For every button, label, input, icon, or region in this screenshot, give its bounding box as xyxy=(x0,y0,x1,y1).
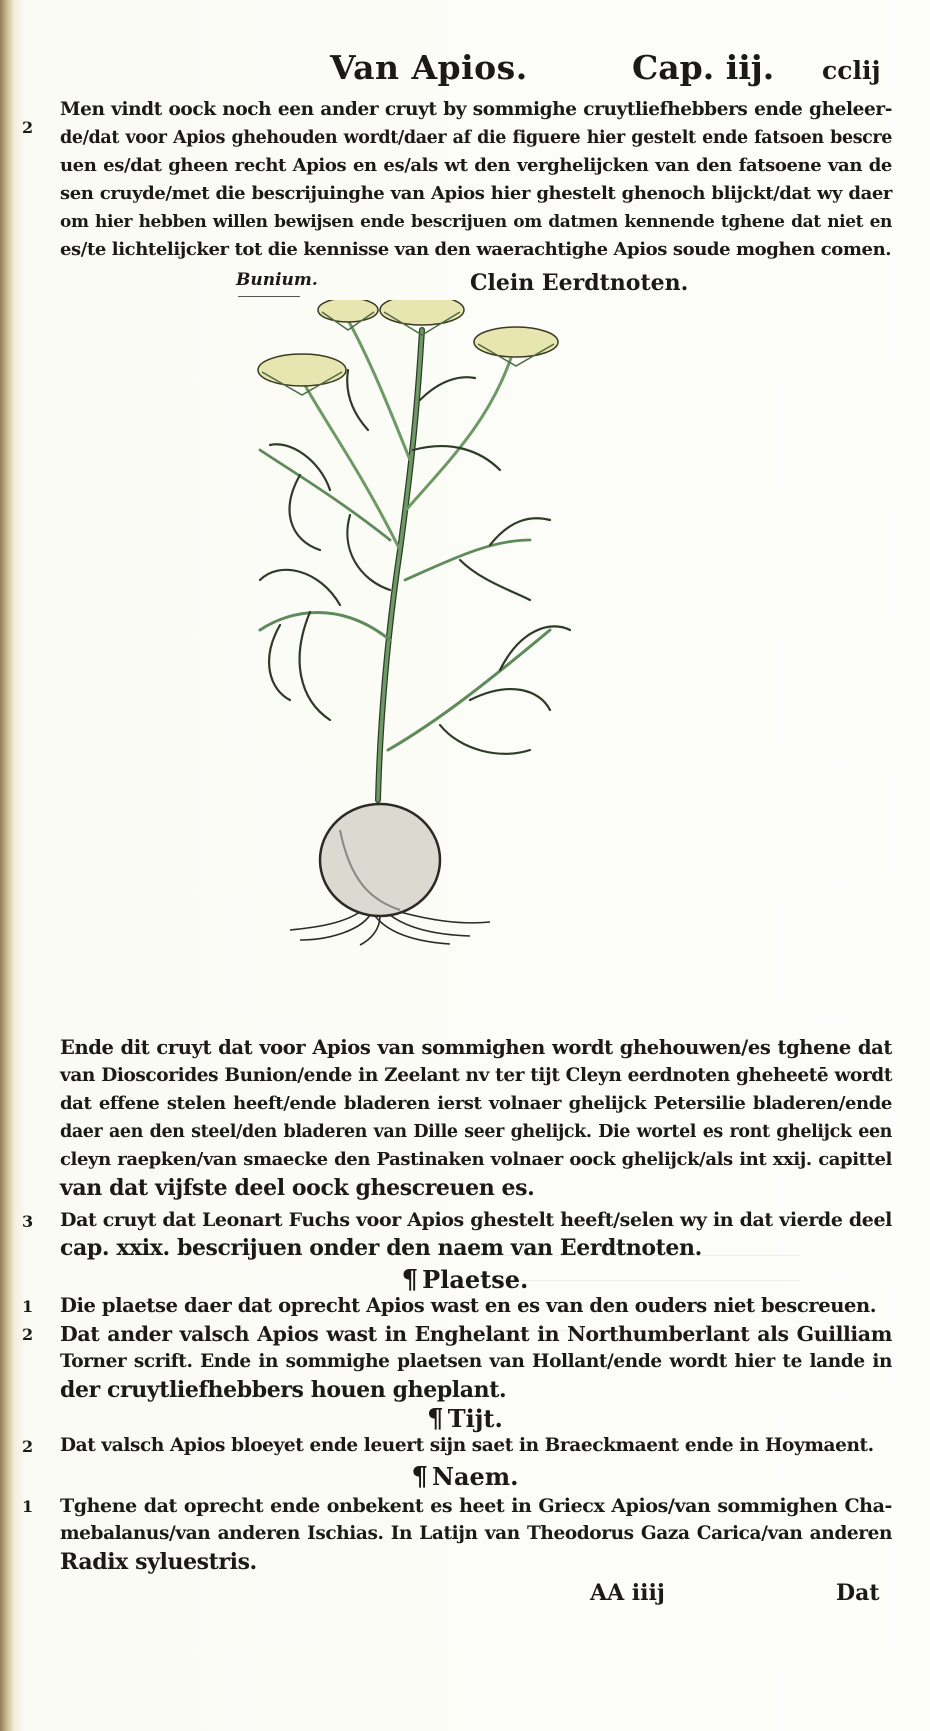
chapter-label: Cap. iij. xyxy=(632,48,775,87)
text-line: Dat ander valsch Apios wast in Enghelant in Northumberlant als Guilliam xyxy=(60,1322,892,1346)
caption-latin: Bunium. xyxy=(236,270,318,290)
body-paragraph-1 xyxy=(60,1034,892,1202)
text-line: Men vindt oock noch een ander cruyt by sommighe cruytliefhebbers ende gheleer- xyxy=(60,99,892,120)
text-line: Torner scrift. Ende in sommighe plaetsen van Hollant/ende wordt hier te lande in xyxy=(60,1351,892,1372)
text-line: sen cruyde/met die bescrijuinghe van Apios hier ghestelt ghenoch blijckt/dat wy daer xyxy=(60,183,892,204)
text-line: van dat vijfste deel oock ghescreuen es. xyxy=(60,1175,535,1201)
heading-text: Naem. xyxy=(432,1462,519,1491)
text-line: mebalanus/van anderen Ischias. In Latijn van Theodorus Gaza Carica/van anderen xyxy=(60,1523,892,1544)
plaetse-paragraph-1 xyxy=(60,1292,892,1320)
text-line: Ende dit cruyt dat voor Apios van sommighen wordt ghehouwen/es tghene dat xyxy=(60,1036,892,1059)
signature-mark: AA iiij xyxy=(590,1580,665,1606)
text-line: es/te lichtelijcker tot die kennisse van den waerachtighe Apios soude moghen comen. xyxy=(60,239,892,260)
tijt-paragraph xyxy=(60,1432,892,1460)
running-header xyxy=(0,44,930,94)
naem-paragraph xyxy=(60,1492,892,1576)
text-line: uen es/dat gheen recht Apios en es/als wt den verghelijcken van den fatsoene van de xyxy=(60,155,892,176)
pilcrow-icon: ¶ xyxy=(427,1404,444,1434)
text-line: dat effene stelen heeft/ende bladeren ierst volnaer ghelijck Petersilie bladeren/ende xyxy=(60,1093,892,1114)
page-title: Van Apios. xyxy=(330,48,528,87)
pilcrow-icon: ¶ xyxy=(411,1462,429,1492)
text-line: Tghene dat oprecht ende onbekent es heet in Griecx Apios/van sommighen Cha- xyxy=(60,1495,892,1517)
section-heading-plaetse xyxy=(0,1265,930,1295)
heading-text: Plaetse. xyxy=(422,1265,529,1294)
section-heading-tijt xyxy=(0,1404,930,1434)
bunium-plant-illustration xyxy=(250,300,630,1020)
margin-note: 2 xyxy=(22,118,34,137)
text-line: Dat valsch Apios bloeyet ende leuert sijn saet in Braeckmaent ende in Hoymaent. xyxy=(60,1435,874,1456)
text-line: cap. xxix. bescrijuen onder den naem van Eerdtnoten. xyxy=(60,1235,702,1261)
text-line: van Dioscorides Bunion/ende in Zeelant nv ter tijt Cleyn eerdnoten gheheetē wordt xyxy=(60,1065,892,1086)
catchword: Dat xyxy=(836,1580,880,1606)
text-line: cleyn raepken/van smaecke den Pastinaken volnaer oock ghelijck/als int xxij. capittel xyxy=(60,1149,892,1170)
folio-number: cclij xyxy=(822,56,881,85)
plaetse-paragraph-2 xyxy=(60,1320,892,1404)
caption-underline xyxy=(238,296,300,297)
text-line: daer aen den steel/den bladeren van Dille seer ghelijck. Die wortel es ront ghelijck een xyxy=(60,1122,892,1142)
intro-paragraph xyxy=(60,96,892,264)
margin-note: 1 xyxy=(22,1297,34,1316)
text-line: Die plaetse daer dat oprecht Apios wast en es van den ouders niet bescreuen. xyxy=(60,1294,877,1317)
text-line: de/dat voor Apios ghehouden wordt/daer af die figuere hier gestelt ende fatsoen bescre xyxy=(60,128,892,148)
text-line: om hier hebben willen bewijsen ende bescrijuen om datmen kennende tghene dat niet en xyxy=(60,212,892,232)
margin-note: 2 xyxy=(22,1325,34,1344)
pilcrow-icon: ¶ xyxy=(401,1265,419,1295)
section-heading-naem xyxy=(0,1462,930,1492)
caption-dutch: Clein Eerdtnoten. xyxy=(470,270,689,296)
text-line: Dat cruyt dat Leonart Fuchs voor Apios ghestelt heeft/selen wy in dat vierde deel xyxy=(60,1209,892,1231)
text-line: der cruytliefhebbers houen gheplant. xyxy=(60,1377,507,1403)
margin-note: 3 xyxy=(22,1212,34,1231)
text-line: Radix syluestris. xyxy=(60,1549,257,1575)
heading-text: Tijt. xyxy=(447,1404,503,1433)
body-paragraph-2 xyxy=(60,1206,892,1262)
margin-note: 2 xyxy=(22,1437,34,1456)
margin-note: 1 xyxy=(22,1497,34,1516)
